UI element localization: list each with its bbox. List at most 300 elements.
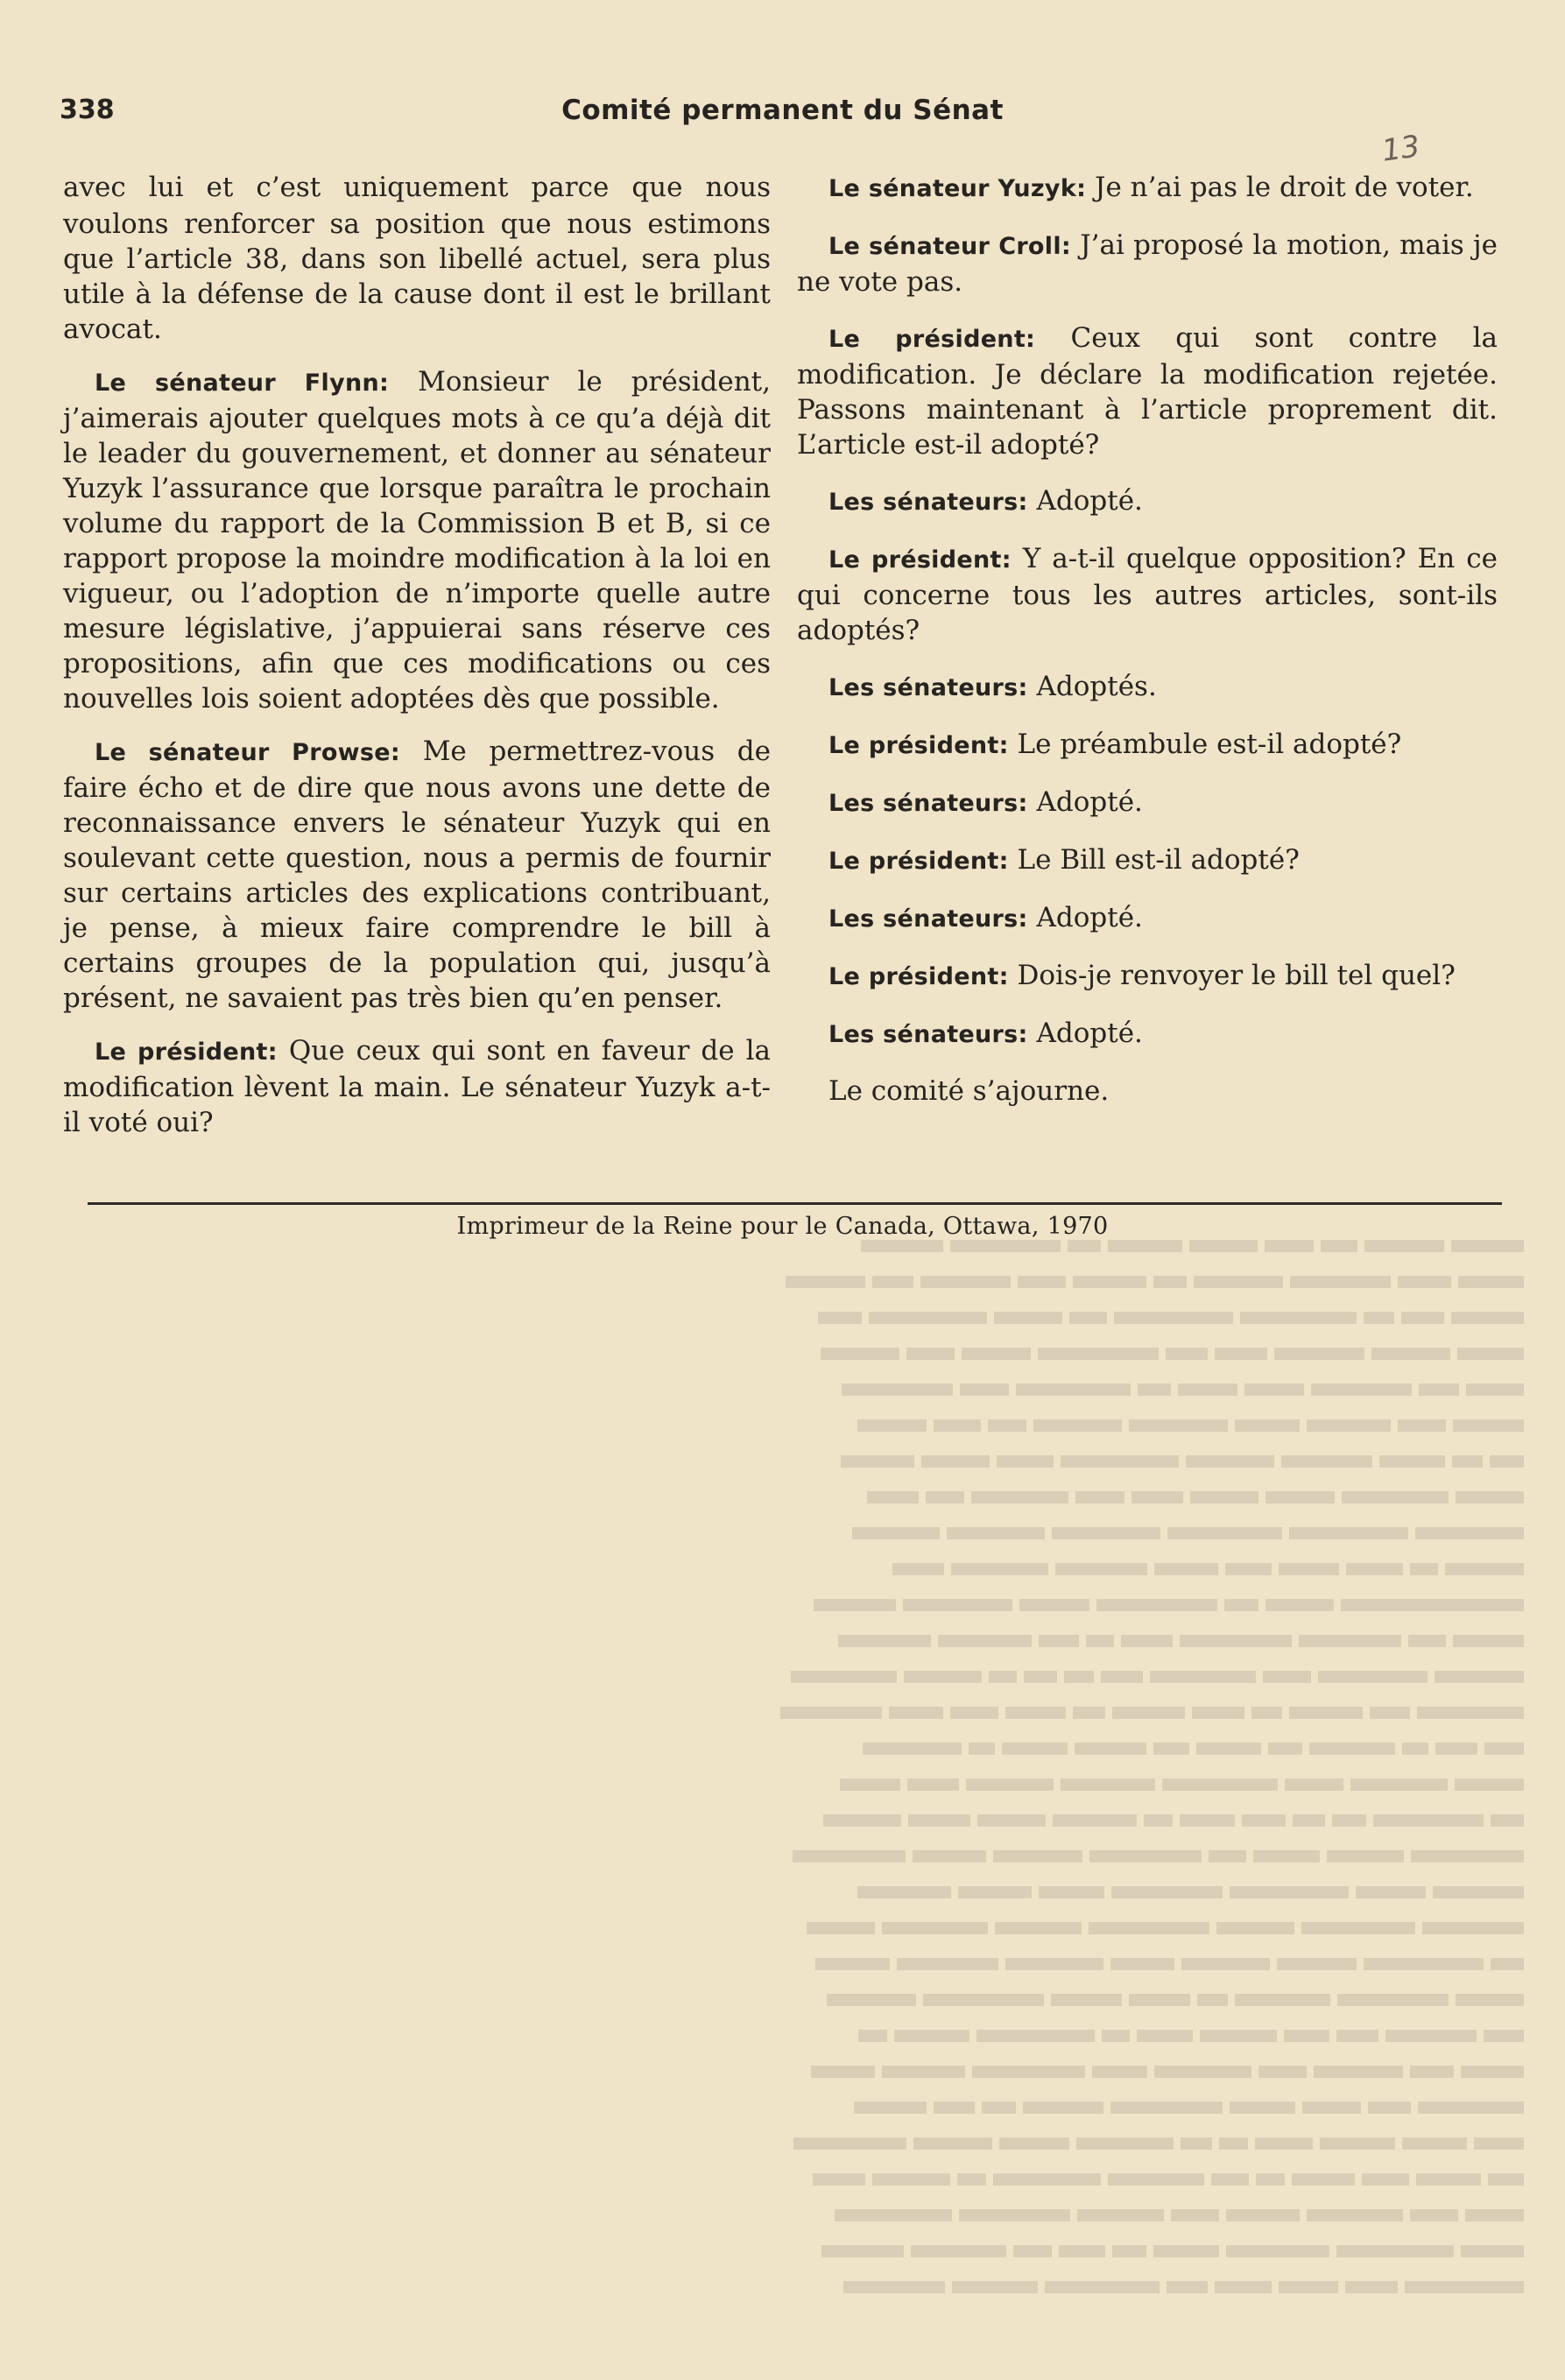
show-through-word xyxy=(1016,1384,1131,1396)
show-through-word xyxy=(1321,1240,1357,1252)
show-through-word xyxy=(1289,1707,1363,1719)
show-through-line xyxy=(771,1477,1524,1513)
show-through-word xyxy=(1379,1455,1445,1468)
show-through-word xyxy=(976,2030,1095,2042)
show-through-word xyxy=(1101,1671,1143,1683)
show-through-word xyxy=(1466,1384,1524,1396)
show-through-line xyxy=(771,1621,1524,1657)
show-through-word xyxy=(1418,2102,1524,2114)
show-through-word xyxy=(1137,2030,1193,2042)
show-through-word xyxy=(1153,1276,1187,1288)
show-through-word xyxy=(1192,1707,1244,1719)
show-through-word xyxy=(1402,2137,1467,2150)
show-through-word xyxy=(1110,2102,1223,2114)
show-through-word xyxy=(1445,1563,1524,1575)
show-through-word xyxy=(1488,2173,1524,2186)
show-through-word xyxy=(920,1276,1011,1288)
show-through-word xyxy=(1024,1671,1057,1683)
show-through-word xyxy=(1484,2030,1524,2042)
paragraph xyxy=(797,842,1498,879)
show-through-word xyxy=(1061,1455,1179,1468)
show-through-word xyxy=(1167,2281,1208,2293)
show-through-word xyxy=(1281,1455,1372,1468)
show-through-word xyxy=(958,1886,1032,1898)
paragraph xyxy=(63,170,771,347)
show-through-word xyxy=(841,1455,914,1468)
show-through-word xyxy=(913,2137,992,2150)
show-through-word xyxy=(938,1635,1032,1647)
show-through-word xyxy=(1068,1240,1101,1252)
show-through-word xyxy=(1435,1743,1477,1755)
show-through-line xyxy=(771,1800,1524,1836)
show-through-word xyxy=(1186,1455,1274,1468)
show-through-word xyxy=(1277,1958,1357,1970)
show-through-word xyxy=(840,1778,900,1791)
show-through-word xyxy=(863,1743,962,1755)
paragraph xyxy=(797,727,1498,764)
show-through-word xyxy=(1235,1994,1330,2006)
show-through-line xyxy=(771,2088,1524,2123)
show-through-word xyxy=(1398,1419,1446,1432)
show-through-word xyxy=(827,1994,916,2006)
show-through-word xyxy=(1417,1707,1524,1719)
show-through-word xyxy=(894,2030,969,2042)
speaker-label: Le sénateur Yuzyk: xyxy=(828,175,1087,202)
show-through-word xyxy=(1215,2281,1272,2293)
paragraph-text: Adopté. xyxy=(1036,786,1143,818)
show-through-word xyxy=(1131,1491,1183,1503)
show-through-word xyxy=(857,1886,951,1898)
show-through-word xyxy=(1274,1348,1364,1360)
show-through-line xyxy=(771,2016,1524,2052)
paragraph xyxy=(797,900,1498,937)
show-through-word xyxy=(1457,1348,1524,1360)
show-through-word xyxy=(858,2030,887,2042)
show-through-word xyxy=(950,1707,998,1719)
show-through-word xyxy=(1244,1384,1304,1396)
show-through-word xyxy=(908,1814,970,1827)
show-through-word xyxy=(1038,1348,1159,1360)
show-through-word xyxy=(1451,1312,1524,1324)
footer-rule xyxy=(88,1202,1502,1205)
show-through-word xyxy=(1364,1958,1484,1970)
show-through-word xyxy=(1491,1958,1524,1970)
show-through-word xyxy=(1023,2102,1103,2114)
show-through-word xyxy=(1112,2245,1146,2257)
show-through-word xyxy=(1314,2066,1403,2078)
show-through-word xyxy=(1064,1671,1094,1683)
show-through-word xyxy=(1336,2245,1454,2257)
show-through-word xyxy=(1419,1384,1459,1396)
show-through-word xyxy=(1121,1635,1173,1647)
paragraph-text: Me permettrez-vous de faire écho et de dire que nous avons une dette de reconnaissance envers le sénateur Yuzyk qui en soulevant cette question, nous a permis de fournir sur certains articles des explications contribuant, je pense, à mieux faire comprendre le bill à certains groupes de la population qui, jusqu’à présent, ne savaient pas très bien qu’en penser. xyxy=(63,736,771,1014)
show-through-word xyxy=(869,1312,987,1324)
show-through-word xyxy=(1033,1419,1122,1432)
show-through-line xyxy=(771,2159,1524,2195)
show-through-line xyxy=(771,1405,1524,1441)
show-through-word xyxy=(1197,1994,1228,2006)
show-through-word xyxy=(962,1348,1031,1360)
show-through-word xyxy=(823,1814,901,1827)
show-through-word xyxy=(1416,2173,1481,2186)
show-through-word xyxy=(1077,2209,1164,2222)
show-through-word xyxy=(872,1276,913,1288)
speaker-label: Les sénateurs: xyxy=(828,905,1028,933)
show-through-word xyxy=(1013,2245,1052,2257)
show-through-word xyxy=(995,1922,1082,1934)
show-through-word xyxy=(861,1240,943,1252)
show-through-word xyxy=(1398,1276,1451,1288)
show-through-word xyxy=(1411,1850,1524,1862)
show-through-word xyxy=(811,2066,875,2078)
show-through-word xyxy=(1373,1814,1484,1827)
show-through-word xyxy=(1253,1850,1320,1862)
show-through-word xyxy=(934,2102,975,2114)
show-through-word xyxy=(1069,1312,1107,1324)
show-through-word xyxy=(1452,1455,1483,1468)
show-through-word xyxy=(780,1707,882,1719)
show-through-word xyxy=(1111,1886,1223,1898)
show-through-line xyxy=(771,2195,1524,2231)
show-through-word xyxy=(793,1850,906,1862)
show-through-line xyxy=(771,2123,1524,2159)
show-through-word xyxy=(1045,2281,1160,2293)
show-through-word xyxy=(1114,1312,1233,1324)
show-through-word xyxy=(1180,1635,1292,1647)
show-through-word xyxy=(1458,1276,1524,1288)
show-through-word xyxy=(1153,1743,1189,1755)
show-through-line xyxy=(771,1872,1524,1908)
show-through-line xyxy=(771,1585,1524,1621)
show-through-word xyxy=(852,1527,940,1539)
show-through-word xyxy=(1402,1743,1428,1755)
show-through-word xyxy=(1171,2209,1219,2222)
show-through-word xyxy=(1053,1814,1137,1827)
show-through-word xyxy=(1051,1994,1122,2006)
show-through-word xyxy=(1256,2173,1285,2186)
show-through-word xyxy=(1332,1814,1366,1827)
show-through-word xyxy=(838,1635,931,1647)
paragraph-text: Le préambule est-il adopté? xyxy=(1017,729,1402,760)
show-through-texture xyxy=(771,1226,1524,2355)
show-through-word xyxy=(921,1455,990,1468)
speaker-label: Les sénateurs: xyxy=(828,790,1028,817)
show-through-word xyxy=(1309,1743,1395,1755)
show-through-line xyxy=(771,1944,1524,1980)
right-column xyxy=(797,170,1498,1131)
speaker-label: Le président: xyxy=(828,963,1009,990)
show-through-word xyxy=(1226,2245,1329,2257)
show-through-word xyxy=(1491,1814,1524,1827)
paragraph-text: Monsieur le président, j’aimerais ajouter quelques mots à ce qu’a déjà dit le leader du gouvernement, et donner au sénateur Yuzyk l’assurance que lorsque paraîtra le prochain volume du rapport de la Commission B et B, si ce rapport propose la moindre modification à la loi en vigueur, ou l’adoption de n’importe quelle autre mesure législative, j’appuierai sans réserve ces propositions, afin que ces modifications ou ces nouvelles lois soient adoptées dès que possible. xyxy=(63,366,771,715)
show-through-word xyxy=(818,1312,862,1324)
show-through-word xyxy=(1167,1527,1282,1539)
show-through-word xyxy=(1255,2137,1313,2150)
show-through-word xyxy=(1455,1778,1524,1791)
paragraph xyxy=(63,734,771,1016)
show-through-word xyxy=(1307,1419,1391,1432)
show-through-word xyxy=(882,1922,988,1934)
show-through-word xyxy=(903,1599,1012,1611)
show-through-word xyxy=(1110,1958,1174,1970)
show-through-word xyxy=(807,1922,875,1934)
paragraph xyxy=(797,170,1498,207)
show-through-word xyxy=(1453,1635,1524,1647)
show-through-word xyxy=(1200,2030,1277,2042)
show-through-word xyxy=(997,1455,1054,1468)
show-through-word xyxy=(1086,1635,1114,1647)
show-through-line xyxy=(771,1441,1524,1477)
show-through-line xyxy=(771,2231,1524,2267)
show-through-word xyxy=(1235,1419,1300,1432)
show-through-word xyxy=(1075,1491,1124,1503)
paragraph-text: Adopté. xyxy=(1036,902,1143,933)
show-through-word xyxy=(867,1491,919,1503)
show-through-word xyxy=(1092,2066,1147,2078)
show-through-word xyxy=(889,1707,943,1719)
show-through-word xyxy=(960,1384,1009,1396)
show-through-word xyxy=(1401,1312,1444,1324)
show-through-word xyxy=(1350,1778,1448,1791)
show-through-word xyxy=(1039,1635,1079,1647)
show-through-word xyxy=(1230,2102,1295,2114)
show-through-word xyxy=(843,2281,945,2293)
show-through-word xyxy=(1181,2137,1212,2150)
show-through-word xyxy=(1002,1743,1068,1755)
show-through-word xyxy=(994,1312,1062,1324)
paragraph-text: Le Bill est-il adopté? xyxy=(1017,844,1300,876)
show-through-word xyxy=(1318,1671,1428,1683)
show-through-word xyxy=(1055,1563,1147,1575)
paragraph xyxy=(63,1033,771,1140)
paragraph xyxy=(63,364,771,716)
show-through-line xyxy=(771,1513,1524,1549)
show-through-word xyxy=(1073,1707,1105,1719)
show-through-word xyxy=(882,2066,965,2078)
show-through-word xyxy=(1461,2245,1524,2257)
show-through-line xyxy=(771,1693,1524,1729)
show-through-word xyxy=(1219,2137,1248,2150)
show-through-word xyxy=(1279,2281,1338,2293)
show-through-word xyxy=(842,1384,953,1396)
show-through-word xyxy=(911,2245,1006,2257)
show-through-word xyxy=(786,1276,865,1288)
show-through-word xyxy=(1279,1563,1339,1575)
show-through-word xyxy=(1180,1814,1235,1827)
speaker-label: Les sénateurs: xyxy=(828,674,1028,701)
show-through-word xyxy=(989,1671,1017,1683)
speaker-label: Le président: xyxy=(828,326,1036,353)
show-through-word xyxy=(999,2137,1069,2150)
show-through-word xyxy=(1153,2245,1219,2257)
show-through-word xyxy=(993,2173,1101,2186)
paragraph xyxy=(797,1074,1498,1110)
show-through-word xyxy=(821,1348,899,1360)
speaker-label: Le président: xyxy=(95,1039,278,1066)
left-column xyxy=(63,170,771,1158)
paragraph-text: Adoptés. xyxy=(1036,671,1157,702)
show-through-word xyxy=(791,1671,897,1683)
show-through-word xyxy=(1336,2030,1378,2042)
speaker-label: Le sénateur Flynn: xyxy=(95,370,390,397)
show-through-word xyxy=(897,1958,998,1970)
show-through-word xyxy=(1284,2030,1329,2042)
show-through-word xyxy=(1089,1850,1202,1862)
show-through-word xyxy=(926,1491,964,1503)
show-through-word xyxy=(1019,1599,1089,1611)
show-through-word xyxy=(872,2173,950,2186)
show-through-word xyxy=(815,1958,890,1970)
paragraph xyxy=(797,958,1498,995)
show-through-word xyxy=(1211,2173,1249,2186)
show-through-word xyxy=(1230,1886,1349,1898)
show-through-word xyxy=(1108,2173,1204,2186)
speaker-label: Le sénateur Croll: xyxy=(828,233,1071,260)
show-through-word xyxy=(1240,1312,1357,1324)
show-through-word xyxy=(1096,1599,1217,1611)
printer-imprint: Imprimeur de la Reine pour le Canada, Ottawa, 1970 xyxy=(456,1213,1109,1240)
show-through-word xyxy=(1346,1563,1403,1575)
show-through-word xyxy=(1061,1778,1155,1791)
show-through-word xyxy=(892,1563,944,1575)
show-through-word xyxy=(1410,2209,1458,2222)
show-through-word xyxy=(952,2281,1038,2293)
show-through-word xyxy=(1285,1778,1343,1791)
show-through-word xyxy=(1154,2066,1251,2078)
show-through-word xyxy=(1364,1312,1394,1324)
show-through-word xyxy=(1422,1922,1524,1934)
show-through-word xyxy=(1265,1240,1314,1252)
speaker-label: Le président: xyxy=(828,732,1009,759)
paragraph-text: Adopté. xyxy=(1036,485,1143,517)
show-through-word xyxy=(814,1599,896,1611)
show-through-word xyxy=(1293,1814,1325,1827)
show-through-word xyxy=(907,1778,959,1791)
show-through-word xyxy=(1415,1527,1524,1539)
show-through-word xyxy=(906,1348,955,1360)
show-through-word xyxy=(857,1419,927,1432)
paragraph-text: J’ai proposé la motion, mais je ne vote pas. xyxy=(797,229,1498,298)
show-through-word xyxy=(1320,2137,1395,2150)
speaker-label: Les sénateurs: xyxy=(828,489,1028,516)
show-through-word xyxy=(1451,1240,1524,1252)
show-through-word xyxy=(1108,1240,1182,1252)
show-through-word xyxy=(835,2209,952,2222)
show-through-word xyxy=(1484,1743,1524,1755)
paragraph xyxy=(797,320,1498,462)
show-through-word xyxy=(1356,1886,1426,1898)
show-through-word xyxy=(1345,2281,1398,2293)
show-through-line xyxy=(771,1729,1524,1764)
paragraph-text: Je n’ai pas le droit de voter. xyxy=(1095,172,1474,203)
show-through-word xyxy=(1268,1743,1302,1755)
show-through-word xyxy=(1290,1276,1391,1288)
show-through-word xyxy=(1302,2102,1361,2114)
show-through-word xyxy=(1435,1671,1524,1683)
show-through-word xyxy=(1018,1276,1066,1288)
show-through-word xyxy=(966,1778,1054,1791)
show-through-word xyxy=(1225,1563,1272,1575)
show-through-word xyxy=(1129,1994,1190,2006)
show-through-word xyxy=(1370,1707,1410,1719)
paragraph-text: Que ceux qui sont en faveur de la modification lèvent la main. Le sénateur Yuzyk a-t-il voté oui? xyxy=(63,1035,772,1138)
show-through-word xyxy=(1242,1814,1286,1827)
show-through-word xyxy=(813,2173,865,2186)
show-through-word xyxy=(969,1743,995,1755)
show-through-word xyxy=(1112,1707,1185,1719)
show-through-word xyxy=(1408,1635,1446,1647)
paragraph xyxy=(797,785,1498,821)
show-through-word xyxy=(1368,2102,1411,2114)
show-through-line xyxy=(771,2267,1524,2303)
page-number: 338 xyxy=(60,95,115,125)
show-through-word xyxy=(1150,1671,1256,1683)
show-through-word xyxy=(1289,1527,1408,1539)
show-through-word xyxy=(821,2245,904,2257)
show-through-line xyxy=(771,1370,1524,1405)
show-through-word xyxy=(1189,1240,1258,1252)
paragraph xyxy=(797,541,1498,648)
show-through-word xyxy=(1456,1491,1524,1503)
show-through-line xyxy=(771,2052,1524,2088)
show-through-word xyxy=(1307,2209,1403,2222)
show-through-word xyxy=(793,2137,906,2150)
show-through-word xyxy=(947,1527,1045,1539)
show-through-line xyxy=(771,1262,1524,1298)
show-through-word xyxy=(1490,1455,1524,1468)
show-through-word xyxy=(971,1491,1068,1503)
running-title: Comité permanent du Sénat xyxy=(561,95,1004,126)
show-through-word xyxy=(1166,1348,1208,1360)
show-through-word xyxy=(1216,1922,1294,1934)
paragraph xyxy=(797,1016,1498,1053)
show-through-word xyxy=(1052,1527,1160,1539)
show-through-word xyxy=(1265,1491,1335,1503)
show-through-word xyxy=(1362,2173,1409,2186)
show-through-word xyxy=(1433,1886,1524,1898)
paragraph-text: avec lui et c’est uniquement parce que nous voulons renforcer sa position que nous estimons que l’article 38, dans son libellé actuel, sera plus utile à la défense de la cause dont il est le brillant avocat. xyxy=(63,172,771,345)
show-through-word xyxy=(1224,1599,1258,1611)
show-through-word xyxy=(1265,1599,1334,1611)
show-through-word xyxy=(951,1563,1048,1575)
show-through-word xyxy=(1461,2066,1524,2078)
show-through-word xyxy=(1251,1707,1282,1719)
show-through-word xyxy=(1073,1276,1146,1288)
show-through-word xyxy=(1226,2209,1300,2222)
show-through-word xyxy=(1075,1743,1146,1755)
show-through-word xyxy=(1076,2137,1174,2150)
show-through-word xyxy=(988,1419,1026,1432)
show-through-word xyxy=(923,1994,1044,2006)
show-through-line xyxy=(771,1549,1524,1585)
show-through-word xyxy=(957,2173,986,2186)
show-through-word xyxy=(1364,1240,1444,1252)
show-through-word xyxy=(1129,1419,1228,1432)
show-through-word xyxy=(1258,2066,1307,2078)
show-through-word xyxy=(982,2102,1016,2114)
show-through-word xyxy=(1144,1814,1173,1827)
show-through-word xyxy=(1059,2245,1105,2257)
show-through-word xyxy=(1162,1778,1278,1791)
paragraph-text: Le comité s’ajourne. xyxy=(828,1075,1110,1107)
show-through-word xyxy=(913,1850,986,1862)
show-through-word xyxy=(1371,1348,1450,1360)
paragraph xyxy=(797,483,1498,520)
show-through-line xyxy=(771,1334,1524,1370)
show-through-word xyxy=(959,2209,1070,2222)
show-through-word xyxy=(1181,1958,1270,1970)
show-through-word xyxy=(993,1850,1082,1862)
